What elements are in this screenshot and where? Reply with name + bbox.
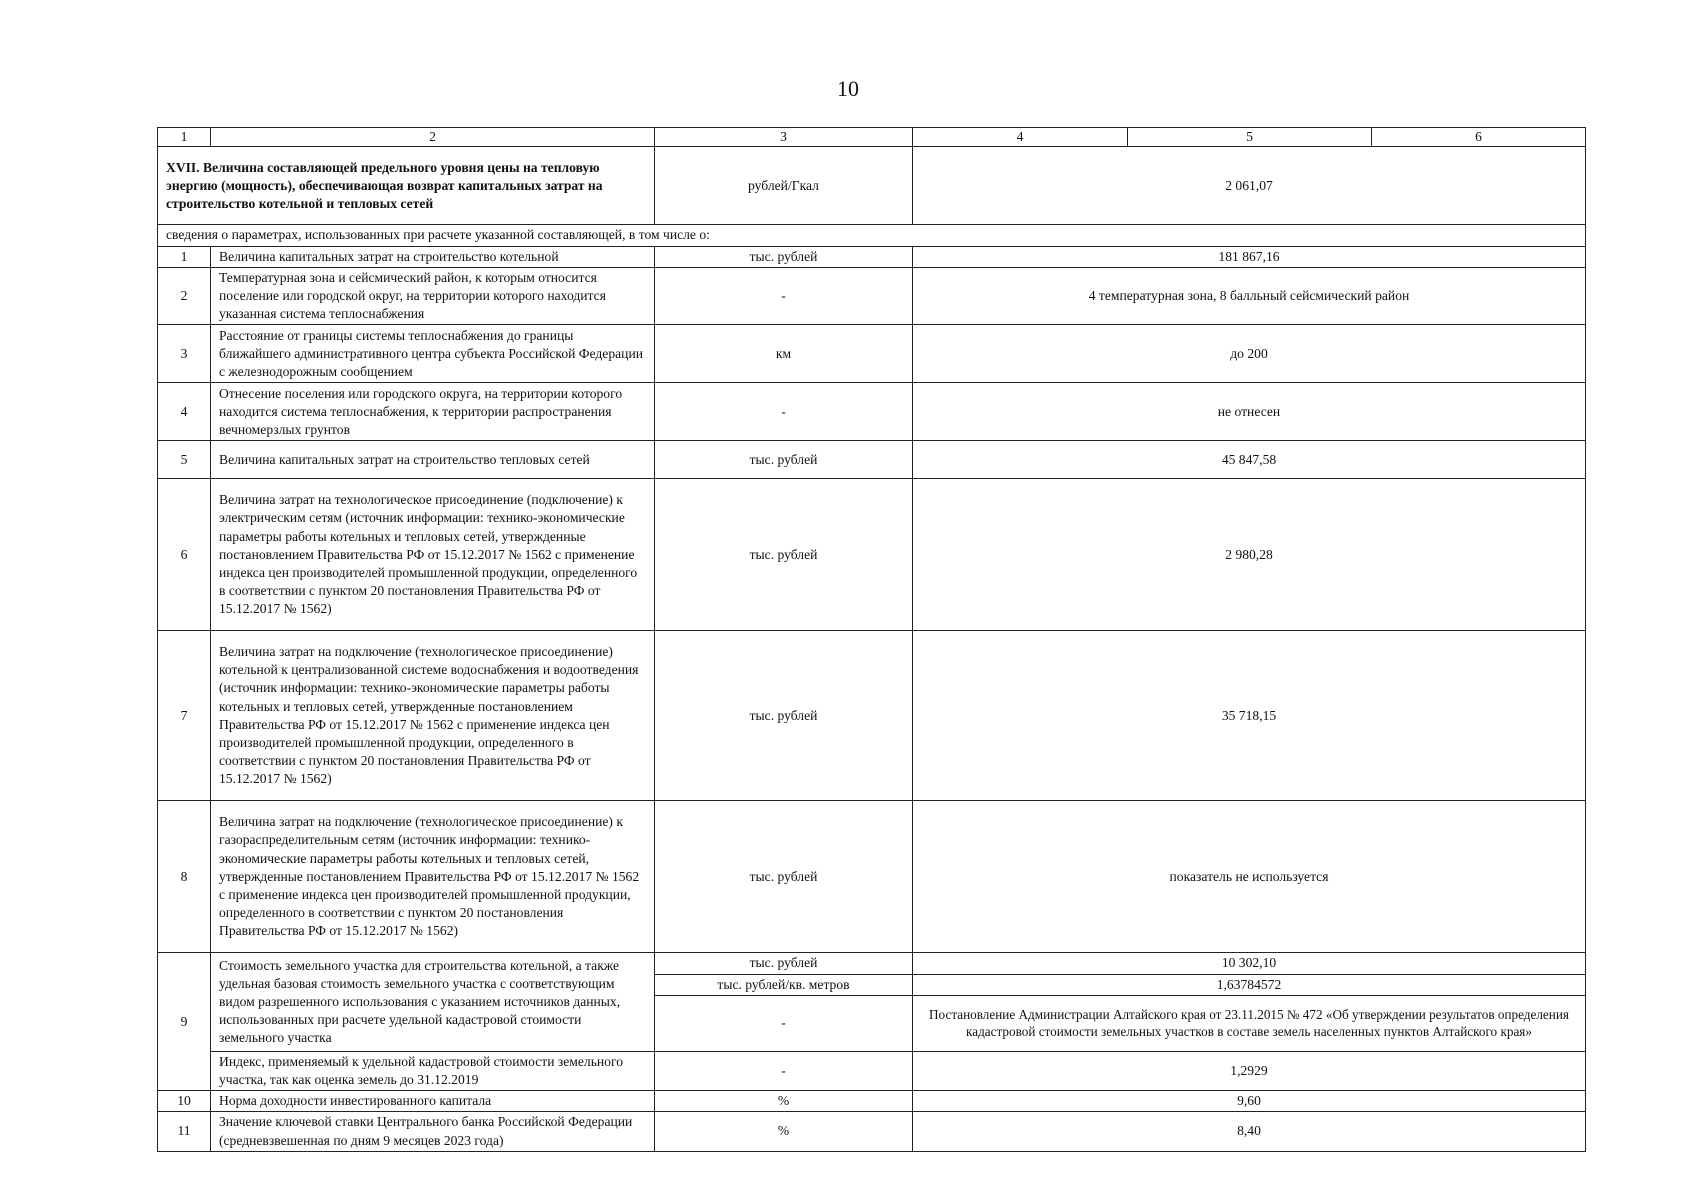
row-value: показатель не используется: [913, 801, 1586, 953]
page-number: 10: [837, 76, 859, 101]
header-cell-3: 3: [655, 128, 913, 147]
table-row-9a: [158, 953, 1586, 974]
row-description: Температурная зона и сейсмический район, к которым относится поселение или городской округ, на территории которого находится указанная система теплоснабжения: [211, 267, 655, 325]
section-unit: рублей/Гкал: [655, 147, 913, 225]
row-number: 3: [158, 325, 211, 383]
row-unit: тыс. рублей: [655, 953, 913, 974]
row-description: Значение ключевой ставки Центрального банка Российской Федерации (средневзвешенная по дням 9 месяцев 2023 года): [211, 1112, 655, 1151]
row-number: 4: [158, 383, 211, 441]
row-unit: тыс. рублей: [655, 631, 913, 801]
header-row: [158, 128, 1586, 147]
row-value: 10 302,10: [913, 953, 1586, 974]
row-number: 10: [158, 1091, 211, 1112]
params-intro: сведения о параметрах, использованных при расчете указанной составляющей, в том числе о:: [158, 225, 1586, 246]
row-unit: -: [655, 995, 913, 1051]
row-description: Величина затрат на подключение (технологическое присоединение) к газораспределительным сетям (источник информации: технико-экономические параметры работы котельных и тепловых сетей, утвержденные постановлением Правительства РФ от 15.12.2017 № 1562 с применение индекса цен производителей промышленной продукции, определенного в соответствии с пунктом 20 постановления Правительства РФ от 15.12.2017 № 1562): [211, 801, 655, 953]
row-description: Расстояние от границы системы теплоснабжения до границы ближайшего административного центра субъекта Российской Федерации с железнодорожным сообщением: [211, 325, 655, 383]
row-value: 181 867,16: [913, 246, 1586, 267]
row-value: 9,60: [913, 1091, 1586, 1112]
table-row: [158, 631, 1586, 801]
table-row: [158, 441, 1586, 479]
row-value: 1,63784572: [913, 974, 1586, 995]
row-number: 9: [158, 953, 211, 1091]
row-description: Норма доходности инвестированного капитала: [211, 1091, 655, 1112]
row-description: Стоимость земельного участка для строительства котельной, а также удельная базовая стоимость земельного участка с соответствующим видом разрешенного использования с указанием источников данных, использованных при расчете удельной кадастровой стоимости земельного участка: [211, 953, 655, 1051]
table-row: [158, 1112, 1586, 1151]
section-row: [158, 147, 1586, 225]
row-description: Величина капитальных затрат на строительство котельной: [211, 246, 655, 267]
row-number: 6: [158, 479, 211, 631]
row-value: не отнесен: [913, 383, 1586, 441]
row-description: Величина затрат на подключение (технологическое присоединение) котельной к централизованной системе водоснабжения и водоотведения (источник информации: технико-экономические параметры работы котельных и тепловых сетей, утвержденные постановлением Правительства РФ от 15.12.2017 № 1562 с применение индекса цен производителей промышленной продукции, определенного в соответствии с пунктом 20 постановления Правительства РФ от 15.12.2017 № 1562): [211, 631, 655, 801]
row-unit: км: [655, 325, 913, 383]
row-number: 11: [158, 1112, 211, 1151]
row-number: 2: [158, 267, 211, 325]
row-unit: %: [655, 1112, 913, 1151]
row-unit: -: [655, 1051, 913, 1090]
row-unit: %: [655, 1091, 913, 1112]
row-value: 4 температурная зона, 8 балльный сейсмический район: [913, 267, 1586, 325]
row-unit: тыс. рублей: [655, 479, 913, 631]
section-value: 2 061,07: [913, 147, 1586, 225]
header-cell-2: 2: [211, 128, 655, 147]
row-unit: тыс. рублей: [655, 801, 913, 953]
row-number: 7: [158, 631, 211, 801]
row-number: 8: [158, 801, 211, 953]
table-row: [158, 246, 1586, 267]
table-row: [158, 1091, 1586, 1112]
row-unit: -: [655, 267, 913, 325]
row-unit: тыс. рублей: [655, 246, 913, 267]
table-row: [158, 479, 1586, 631]
row-unit: тыс. рублей/кв. метров: [655, 974, 913, 995]
row-description: Индекс, применяемый к удельной кадастровой стоимости земельного участка, так как оценка земель до 31.12.2019: [211, 1051, 655, 1090]
table-row: [158, 383, 1586, 441]
row-value: до 200: [913, 325, 1586, 383]
tariff-table: [157, 127, 1586, 1152]
row-description: Отнесение поселения или городского округа, на территории которого находится система теплоснабжения, к территории распространения вечномерзлых грунтов: [211, 383, 655, 441]
header-cell-6: 6: [1372, 128, 1586, 147]
row-value: 35 718,15: [913, 631, 1586, 801]
header-cell-5: 5: [1128, 128, 1372, 147]
row-description: Величина затрат на технологическое присоединение (подключение) к электрическим сетям (источник информации: технико-экономические параметры работы котельных и тепловых сетей, утвержденные постановлением Правительства РФ от 15.12.2017 № 1562 с применение индекса цен производителей промышленной продукции, определенного в соответствии с пунктом 20 постановления Правительства РФ от 15.12.2017 № 1562): [211, 479, 655, 631]
row-value: 1,2929: [913, 1051, 1586, 1090]
row-value: Постановление Администрации Алтайского края от 23.11.2015 № 472 «Об утверждении результатов определения кадастровой стоимости земельных участков в составе земель населенных пунктов Алтайского края»: [913, 995, 1586, 1051]
row-value: 8,40: [913, 1112, 1586, 1151]
header-cell-4: 4: [913, 128, 1128, 147]
row-description: Величина капитальных затрат на строительство тепловых сетей: [211, 441, 655, 479]
row-value: 45 847,58: [913, 441, 1586, 479]
row-number: 1: [158, 246, 211, 267]
table-row: [158, 267, 1586, 325]
row-unit: -: [655, 383, 913, 441]
table-row: [158, 801, 1586, 953]
row-value: 2 980,28: [913, 479, 1586, 631]
header-cell-1: 1: [158, 128, 211, 147]
params-intro-row: [158, 225, 1586, 246]
section-title: XVII. Величина составляющей предельного уровня цены на тепловую энергию (мощность), обеспечивающая возврат капитальных затрат на строительство котельной и тепловых сетей: [158, 147, 655, 225]
table-row: [158, 325, 1586, 383]
row-number: 5: [158, 441, 211, 479]
row-unit: тыс. рублей: [655, 441, 913, 479]
table-row-9d: [158, 1051, 1586, 1090]
